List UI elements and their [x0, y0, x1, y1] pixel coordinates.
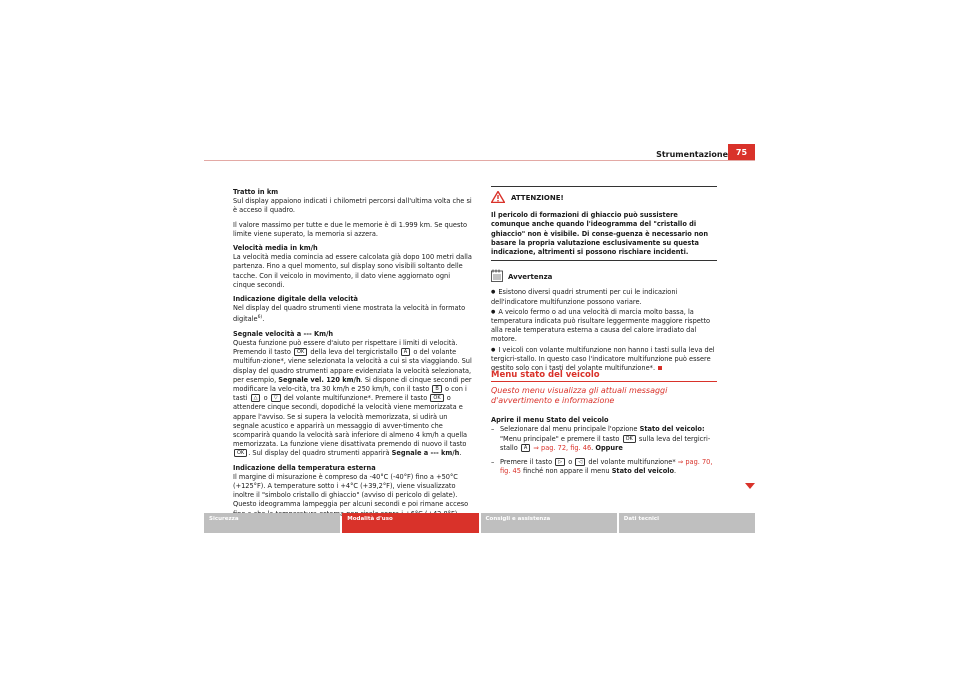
step2-menu-name: Stato del veicolo: [611, 467, 675, 476]
step2-text-a: Premere il tasto: [500, 457, 553, 466]
section-divider: [491, 381, 717, 382]
tab-consigli-assistenza[interactable]: Consigli e assistenza: [481, 513, 617, 533]
signal-paragraph: Questa funzione può essere d'aiuto per rispettare i limiti di velocità. Premendo il tasto OK della leva del tergicristallo A o del volante multifun-zione*, viene selezionata la velocità a cui si sta viaggiando. Sul display del quadro strumenti appare evidenziata la velocità selezionata, per esempio, Segnale vel. 120 km/h. Si dispone di cinque secondi per modificare la velo-cità, tra 30 km/h e 250 km/h, con il tasto B o con i tasti △ o ▽ del volante multifunzione*. Premere il tasto OK o attendere cinque secondi, dopodiché la velocità viene memorizzata e appare l'avviso. Se si supera la velocità memorizzata, si udirà un segnale acustico e apparirà un messaggio di avver-timento che scomparirà quando la velocità sarà inferiore di almeno 4 km/h a quella memorizzata. La funzione viene disattivata premendo di nuovo il tasto OK . Sul display del quadro strumenti apparirà Segnale a --- km/h.: [233, 339, 472, 458]
signal-text-4: . Si dispone di cinque secondi per modificare la velo-cità, tra 30 km/h e 250 km/h, con il tasto: [233, 375, 472, 394]
avg-speed-text: La velocità media comincia ad essere calcolata già dopo 100 metri dalla partenza. Fino a quel momento, sul display sono visibili soltanto delle tacche. Con il veicolo in movimento, il dato viene aggiornato ogni cinque secondi.: [233, 253, 472, 289]
open-menu-heading: Aprire il menu Stato del veicolo: [491, 416, 609, 424]
digital-speed-heading: Indicazione digitale della velocità: [233, 295, 358, 304]
step2-text-b: o: [568, 457, 573, 466]
header-divider: [204, 160, 755, 161]
ok-key-icon: OK: [234, 449, 247, 457]
a-key-icon: A: [521, 444, 530, 452]
ok-key-icon: OK: [294, 348, 307, 356]
temp-heading: Indicazione della temperatura esterna: [233, 463, 376, 472]
step-item: [491, 458, 717, 477]
warning-title: ATTENZIONE!: [511, 194, 564, 202]
note-header: [491, 269, 717, 285]
page-number: 75: [728, 144, 755, 160]
page-reference-link[interactable]: ⇒ pag. 72, fig. 46: [533, 444, 592, 453]
tab-sicurezza[interactable]: Sicurezza: [204, 513, 340, 533]
digital-speed-text: Nel display del quadro strumenti viene mostrata la velocità in formato digitale: [233, 304, 466, 324]
step1-text-d: sulla leva del tergicri-stallo: [500, 434, 711, 453]
signal-text-5: o con i tasti: [233, 385, 467, 403]
signal-heading: Segnale velocità a --- Km/h: [233, 329, 334, 338]
signal-text-6: o: [263, 394, 268, 403]
ok-key-icon: OK: [623, 435, 636, 443]
left-column: [233, 188, 473, 519]
right-column: [491, 186, 717, 373]
page-reference-link[interactable]: ⇒ pag. 70, fig. 45: [500, 457, 713, 476]
page-section-title: Strumentazione: [656, 150, 728, 159]
step-text: [500, 425, 717, 453]
warning-triangle-icon: [491, 191, 505, 206]
signal-text-7: del volante multifunzione*. Premere il tasto: [283, 394, 428, 403]
warning-box: [491, 186, 717, 261]
b-key-icon: B: [432, 385, 441, 393]
digital-speed-paragraph: [233, 304, 473, 325]
temp-text: Il margine di misurazione è compreso da -40°C (-40°F) fino a +50°C (+125°F). A temperature sotto i +4°C (+39,2°F), viene visualizzato inoltre il "simbolo cristallo di ghiaccio" (avviso di pericolo di gelate). Questo ideogramma lampeggia per alcuni secondi e poi rimane acceso: [233, 472, 469, 509]
step1-text-a: Selezionare dal menu principale l'opzione: [500, 425, 638, 434]
signal-text-3: o del volante multifun-zione*, viene selezionata la velocità a cui si sta viaggiando. Sul display del quadro strumenti appare evidenziata la velocità selezionata, per esempio,: [233, 348, 472, 384]
trip-text-1: Sul display appaiono indicati i chilometri percorsi dall'ultima volta che si è acceso il quadro.: [233, 197, 472, 215]
footer-tabs: [204, 513, 755, 533]
section-body: [491, 416, 717, 476]
trip-heading: Tratto in km: [233, 188, 279, 196]
ok-key-icon: OK: [430, 394, 443, 402]
up-key-icon: △: [251, 394, 261, 402]
signal-example: Segnale vel. 120 km/h: [278, 375, 361, 384]
footnote-marker: 6): [257, 315, 263, 321]
signal-end: .: [459, 449, 462, 458]
down-key-icon: ▽: [271, 394, 281, 402]
warning-header: [491, 191, 717, 206]
step-text: [500, 458, 717, 477]
step2-text-c: del volante multifunzione*: [588, 457, 676, 466]
continue-arrow-icon: [745, 483, 755, 489]
signal-text-8: o attendere cinque secondi, dopodiché la velocità viene memorizzata e appare l'avviso. Se si supera la velocità memorizzata, si udirà un segnale acustico e apparirà un messaggio di avver-timento che scomparirà quando la velocità sarà inferiore di almeno 4 km/h a quella memorizzata. La funzione viene disattivata premendo di nuovo il tasto: [233, 394, 468, 449]
end-of-section-icon: [658, 366, 662, 370]
step2-text-f: .: [674, 467, 677, 476]
dash-marker: –: [491, 425, 495, 434]
avg-speed-heading: Velocità media in km/h: [233, 244, 318, 253]
prev-key-icon: ◁: [575, 458, 585, 466]
warning-text: Il pericolo di formazioni di ghiaccio può sussistere comunque anche quando l'ideogramma del "cristallo di ghiaccio" non è visibile. Di conse-guenza è necessario non basare la propria valutazione esclusivamente su questa indicazione, altrimenti si possono rischiare incidenti.: [491, 211, 709, 257]
trip-text-2: Il valore massimo per tutte e due le memorie è di 1.999 km. Se questo limite viene superato, la memoria si azzera.: [233, 220, 468, 238]
next-key-icon: ▷: [555, 458, 565, 466]
step1-text-e: .: [591, 444, 594, 453]
step1-oppure: Oppure: [595, 444, 623, 453]
signal-display: Segnale a --- km/h: [391, 449, 460, 458]
signal-text-2: della leva del tergicristallo: [310, 348, 398, 357]
tab-modalita-uso[interactable]: Modalità d'uso: [342, 513, 478, 533]
step1-option: Stato del veicolo:: [639, 425, 705, 434]
step2-text-d: finché non appare il menu: [523, 467, 610, 476]
note-title: Avvertenza: [508, 272, 553, 281]
a-key-icon: A: [401, 348, 410, 356]
note-item-text: I veicoli con volante multifunzione non hanno i tasti sulla leva del tergicri-stallo. In questo caso l'indicatore multifunzione può essere gestito solo con i tasti del volante multifunzione*.: [491, 345, 715, 373]
tab-dati-tecnici[interactable]: Dati tecnici: [619, 513, 755, 533]
note-item: ● Esistono diversi quadri strumenti per cui le indicazioni dell'indicatore multifunzione possono variare.: [491, 288, 717, 306]
note-icon: [491, 269, 503, 285]
section-subtitle: Questo menu visualizza gli attuali messaggi d'avvertimento e informazione: [491, 386, 668, 405]
step1-text-c: "Menu principale" e premere il tasto: [500, 434, 620, 443]
section-title: Menu stato del veicolo: [491, 370, 600, 380]
note-item: ● A veicolo fermo o ad una velocità di marcia molto bassa, la temperatura indicata può risultare leggermente maggiore rispetto alla reale temperatura esterna a causa del calore irradiato dal motore.: [491, 308, 717, 345]
digital-speed-end: .: [262, 315, 265, 324]
dash-marker: –: [491, 457, 495, 466]
step-item: [491, 425, 717, 453]
signal-text-1: Questa funzione può essere d'aiuto per rispettare i limiti di velocità. Premendo il tasto: [233, 339, 458, 357]
signal-text-9: Sul display del quadro strumenti apparirà: [252, 449, 390, 458]
